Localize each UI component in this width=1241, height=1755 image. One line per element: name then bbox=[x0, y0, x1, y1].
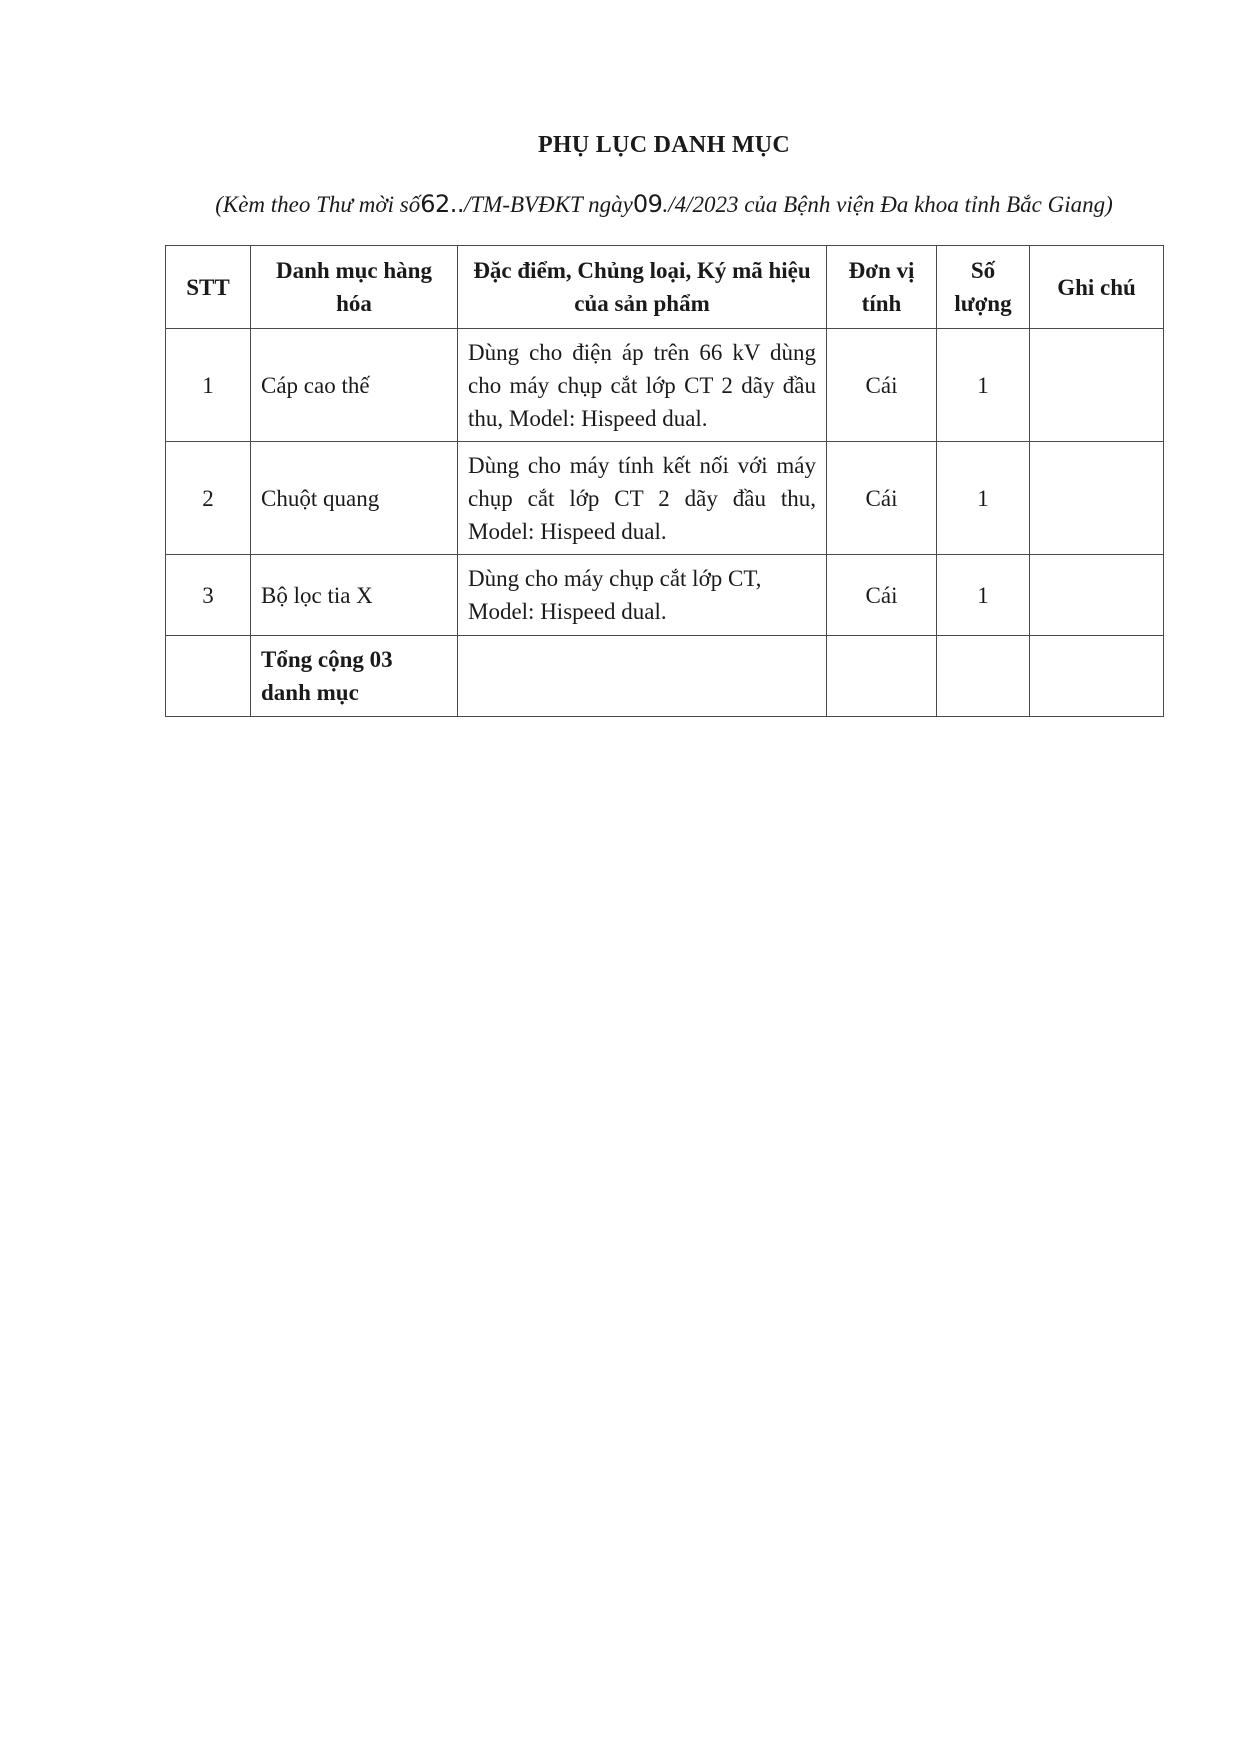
header-description: Đặc điểm, Chủng loại, Ký mã hiệu của sản phẩm bbox=[458, 246, 827, 329]
cell-quantity: 1 bbox=[937, 329, 1030, 442]
cell-item-name: Chuột quang bbox=[251, 442, 458, 555]
subtitle-middle: /TM-BVĐKT ngày bbox=[464, 192, 633, 217]
cell-unit: Cái bbox=[827, 329, 937, 442]
cell-note bbox=[1030, 329, 1164, 442]
header-stt: STT bbox=[166, 246, 251, 329]
cell-quantity: 1 bbox=[937, 442, 1030, 555]
cell-total-empty bbox=[827, 636, 937, 717]
cell-item-name: Cáp cao thế bbox=[251, 329, 458, 442]
header-unit: Đơn vị tính bbox=[827, 246, 937, 329]
cell-unit: Cái bbox=[827, 442, 937, 555]
cell-total-empty bbox=[937, 636, 1030, 717]
table-header-row bbox=[166, 246, 1164, 329]
subtitle-prefix: (Kèm theo Thư mời số bbox=[215, 192, 421, 217]
page-title: PHỤ LỤC DANH MỤC bbox=[537, 132, 791, 158]
subtitle-suffix: ./4/2023 của Bệnh viện Đa khoa tỉnh Bắc Giang) bbox=[662, 192, 1113, 217]
cell-total-empty bbox=[1030, 636, 1164, 717]
subtitle-day: 09 bbox=[632, 190, 663, 218]
cell-note bbox=[1030, 442, 1164, 555]
cell-total-empty bbox=[458, 636, 827, 717]
cell-description: Dùng cho điện áp trên 66 kV dùng cho máy chụp cắt lớp CT 2 dãy đầu thu, Model: Hispeed dual. bbox=[458, 329, 827, 442]
cell-stt: 2 bbox=[166, 442, 251, 555]
table-row bbox=[166, 329, 1164, 442]
subtitle-number: 62.. bbox=[420, 190, 464, 218]
cell-description: Dùng cho máy tính kết nối với máy chụp cắt lớp CT 2 dãy đầu thu, Model: Hispeed dual. bbox=[458, 442, 827, 555]
table-total-row bbox=[166, 636, 1164, 717]
header-note: Ghi chú bbox=[1030, 246, 1164, 329]
cell-stt: 3 bbox=[166, 555, 251, 636]
table-row bbox=[166, 442, 1164, 555]
header-quantity: Số lượng bbox=[937, 246, 1030, 329]
cell-total-empty bbox=[166, 636, 251, 717]
page-subtitle bbox=[0, 190, 1241, 218]
cell-quantity: 1 bbox=[937, 555, 1030, 636]
header-item-name: Danh mục hàng hóa bbox=[251, 246, 458, 329]
cell-stt: 1 bbox=[166, 329, 251, 442]
cell-item-name: Bộ lọc tia X bbox=[251, 555, 458, 636]
cell-unit: Cái bbox=[827, 555, 937, 636]
table-row bbox=[166, 555, 1164, 636]
cell-note bbox=[1030, 555, 1164, 636]
catalog-table bbox=[165, 245, 1164, 717]
total-label: Tổng cộng 03 danh mục bbox=[251, 636, 458, 717]
cell-description: Dùng cho máy chụp cắt lớp CT, Model: Hispeed dual. bbox=[458, 555, 827, 636]
